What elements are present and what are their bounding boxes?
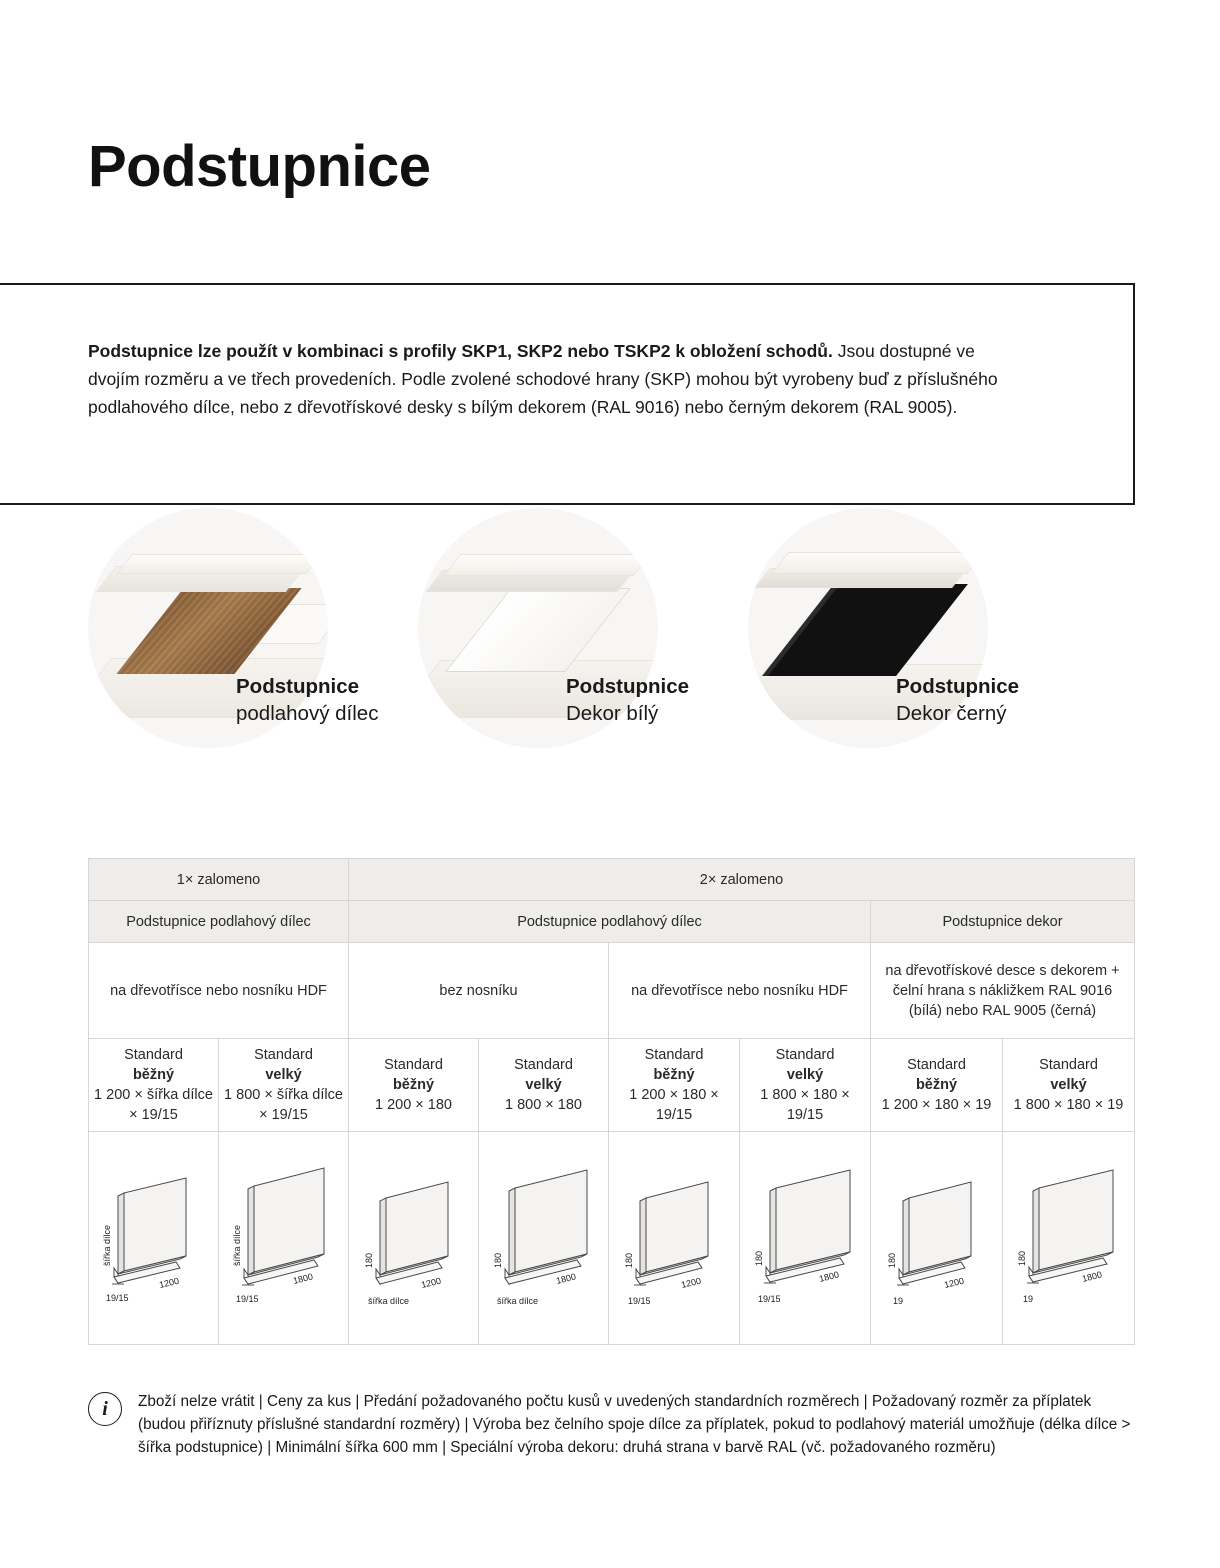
cell-drawing-4 xyxy=(479,1132,609,1345)
drawing-4-length: 1800 xyxy=(555,1271,577,1286)
drawing-2-bottom: 19/15 xyxy=(235,1294,259,1304)
drawing-8 xyxy=(1007,1138,1130,1338)
size-dims-5: 1 200 × 180 × 19/15 xyxy=(629,1087,719,1123)
tile-label-dekor-bily xyxy=(566,673,766,727)
cell-size-4 xyxy=(479,1039,609,1132)
size-kind-5: běžný xyxy=(653,1067,695,1083)
size-std-1: Standard xyxy=(124,1047,183,1063)
page-title: Podstupnice xyxy=(88,134,431,199)
drawing-8-bottom: 19 xyxy=(1023,1294,1034,1304)
size-kind-4: velký xyxy=(525,1077,562,1093)
drawing-2-side: šířka dílce xyxy=(231,1224,242,1266)
size-kind-8: velký xyxy=(1050,1077,1087,1093)
size-kind-6: velký xyxy=(786,1067,824,1083)
intro-rest: Jsou dostupné ve dvojím rozměru a ve třech provedeních. Podle zvolené schodové hrany (SKP) mohou být vyrobeny buď z příslušného podlahového dílce, nebo z dřevotřískové desky s bílým dekorem (RAL 9016) nebo černým dekorem (RAL 9005). xyxy=(88,341,998,417)
size-std-5: Standard xyxy=(644,1047,704,1063)
size-dims-2: 1 800 × šířka dílce × 19/15 xyxy=(224,1087,343,1123)
drawing-4-side: 180 xyxy=(493,1252,503,1268)
product-tiles xyxy=(88,508,1138,778)
cell-size-3 xyxy=(349,1039,479,1132)
drawing-6-bottom: 19/15 xyxy=(758,1294,781,1304)
tile-title-3: Podstupnice xyxy=(896,675,1020,698)
drawing-8-length: 1800 xyxy=(1081,1269,1103,1284)
drawing-7 xyxy=(875,1138,998,1338)
tile-dekor-cerny xyxy=(748,508,1088,778)
intro-paragraph xyxy=(88,337,1018,421)
cell-size-2 xyxy=(219,1039,349,1132)
tile-label-dekor-cerny xyxy=(896,673,1096,727)
drawing-5-length: 1200 xyxy=(680,1275,702,1290)
table-row-desc xyxy=(89,943,1135,1039)
cell-desc-1: na dřevotřísce nebo nosníku HDF xyxy=(89,943,349,1039)
size-std-2: Standard xyxy=(254,1047,313,1063)
size-kind-7: běžný xyxy=(915,1077,958,1093)
size-dims-6: 1 800 × 180 × 19/15 xyxy=(760,1087,850,1123)
cell-type-3: Podstupnice dekor xyxy=(871,901,1135,943)
info-icon: i xyxy=(88,1392,122,1426)
drawing-3-bottom: šířka dílce xyxy=(367,1296,409,1306)
drawing-6-length: 1800 xyxy=(818,1269,840,1284)
drawing-3-length: 1200 xyxy=(419,1275,442,1290)
drawing-6 xyxy=(744,1138,866,1338)
drawing-1-length: 1200 xyxy=(157,1275,180,1290)
cell-drawing-7 xyxy=(871,1132,1003,1345)
drawing-1 xyxy=(93,1138,214,1338)
drawing-2 xyxy=(223,1138,344,1338)
tile-title-1: Podstupnice xyxy=(236,675,360,698)
spec-table-wrapper xyxy=(88,858,1134,1345)
size-dims-1: 1 200 × šířka dílce × 19/15 xyxy=(94,1087,213,1123)
cell-drawing-8 xyxy=(1003,1132,1135,1345)
drawing-8-side: 180 xyxy=(1017,1250,1027,1266)
cell-desc-4: na dřevotřískové desce s dekorem + čelní hrana s nákližkem RAL 9016 (bílá) nebo RAL 9005 (černá) xyxy=(871,943,1135,1039)
size-std-4: Standard xyxy=(514,1057,573,1073)
drawing-3-side: 180 xyxy=(363,1252,374,1268)
table-row-sizes xyxy=(89,1039,1135,1132)
cell-drawing-6 xyxy=(740,1132,871,1345)
cell-drawing-1 xyxy=(89,1132,219,1345)
size-kind-2: velký xyxy=(265,1067,302,1083)
drawing-7-length: 1200 xyxy=(942,1275,965,1290)
size-kind-1: běžný xyxy=(132,1067,175,1083)
size-dims-4: 1 800 × 180 xyxy=(504,1097,582,1113)
cell-type-2: Podstupnice podlahový dílec xyxy=(349,901,871,943)
cell-drawing-3 xyxy=(349,1132,479,1345)
cell-type-1: Podstupnice podlahový dílec xyxy=(89,901,349,943)
cell-drawing-5 xyxy=(609,1132,740,1345)
intro-lead: Podstupnice lze použít v kombinaci s profily SKP1, SKP2 nebo TSKP2 k obložení schodů. xyxy=(88,341,833,361)
size-dims-7: 1 200 × 180 × 19 xyxy=(881,1097,992,1113)
drawing-7-side: 180 xyxy=(886,1252,897,1268)
size-std-8: Standard xyxy=(1039,1057,1098,1073)
drawing-7-bottom: 19 xyxy=(892,1296,903,1306)
drawing-1-side: šířka dílce xyxy=(101,1224,112,1266)
cell-drawing-2 xyxy=(219,1132,349,1345)
table-row-type xyxy=(89,901,1135,943)
cell-fold-1x: 1× zalomeno xyxy=(89,859,349,901)
cell-desc-3: na dřevotřísce nebo nosníku HDF xyxy=(609,943,871,1039)
cell-size-7 xyxy=(871,1039,1003,1132)
tile-variant-1: podlahový dílec xyxy=(236,702,379,725)
drawing-5 xyxy=(613,1138,735,1338)
cell-size-8 xyxy=(1003,1039,1135,1132)
spec-table xyxy=(88,858,1135,1345)
drawing-4 xyxy=(483,1138,604,1338)
drawing-5-side: 180 xyxy=(624,1252,634,1268)
drawing-3 xyxy=(353,1138,474,1338)
cell-size-1 xyxy=(89,1039,219,1132)
size-std-3: Standard xyxy=(384,1057,443,1073)
tile-variant-2: Dekor bílý xyxy=(566,702,659,725)
tile-label-podlahovy-dilec xyxy=(236,673,436,727)
size-dims-3: 1 200 × 180 xyxy=(374,1097,452,1113)
tile-dekor-bily xyxy=(418,508,758,778)
size-std-6: Standard xyxy=(775,1047,835,1063)
drawing-1-bottom: 19/15 xyxy=(105,1293,129,1303)
drawing-2-length: 1800 xyxy=(291,1271,314,1286)
footer-note-text: Zboží nelze vrátit | Ceny za kus | Předání požadovaného počtu kusů v uvedených standardních rozměrech | Požadovaný rozměr za příplatek (budou přiříznuty příslušné standardní rozměry) | Výroba bez čelního spoje dílce za příplatek, pokud to podlahový materiál umožňuje (délka dílce > šířka podstupnice) | Minimální šířka 600 mm | Speciální výroba dekoru: druhá strana v barvě RAL (vč. požadovaného rozměru) xyxy=(138,1393,1131,1456)
size-dims-8: 1 800 × 180 × 19 xyxy=(1013,1097,1124,1113)
cell-size-6 xyxy=(740,1039,871,1132)
drawing-5-bottom: 19/15 xyxy=(628,1296,651,1306)
drawing-4-bottom: šířka dílce xyxy=(497,1296,539,1306)
size-std-7: Standard xyxy=(907,1057,966,1073)
table-row-drawings xyxy=(89,1132,1135,1345)
table-row-fold xyxy=(89,859,1135,901)
size-kind-3: běžný xyxy=(392,1077,435,1093)
cell-size-5 xyxy=(609,1039,740,1132)
tile-podlahovy-dilec xyxy=(88,508,428,778)
cell-desc-2: bez nosníku xyxy=(349,943,609,1039)
footer-note xyxy=(88,1390,1138,1459)
cell-fold-2x: 2× zalomeno xyxy=(349,859,1135,901)
tile-title-2: Podstupnice xyxy=(566,675,690,698)
drawing-6-side: 180 xyxy=(754,1250,764,1266)
tile-variant-3: Dekor černý xyxy=(896,702,1007,725)
